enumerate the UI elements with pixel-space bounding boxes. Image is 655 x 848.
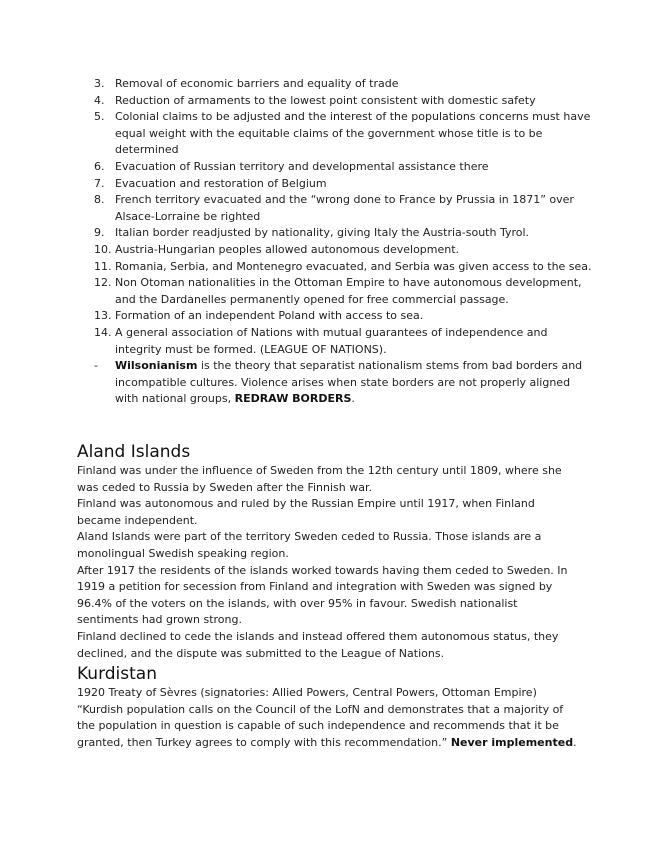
list-item-text: Evacuation and restoration of Belgium [115, 176, 327, 190]
list-item-text: Colonial claims to be adjusted and the interest of the populations concerns must have equal weight with the equitable claims of the government whose title is to be determined [115, 110, 591, 157]
list-marker: 11. [94, 259, 112, 273]
list-item [94, 259, 594, 276]
redraw-borders-emphasis: REDRAW BORDERS [234, 392, 352, 406]
list-item [94, 159, 594, 176]
list-item-text: Romania, Serbia, and Montenegro evacuated, and Serbia was given access to the sea. [115, 259, 592, 273]
list-marker: 10. [94, 242, 112, 256]
kurdistan-treaty: 1920 Treaty of Sèvres (signatories: Allied Powers, Central Powers, Ottoman Empire) [77, 686, 537, 699]
list-item [94, 109, 594, 159]
aland-islands-section [77, 439, 577, 662]
list-item-text: A general association of Nations with mutual guarantees of independence and integrity must be formed. (LEAGUE OF NATIONS). [115, 325, 548, 356]
list-marker: 8. [94, 193, 105, 207]
list-marker: 5. [94, 110, 105, 124]
aland-paragraph: Finland was under the influence of Sweden from the 12th century until 1809, where she was ceded to Russia by Sweden after the Finnish war. [77, 464, 562, 494]
wilsonianism-end: . [351, 392, 355, 406]
list-marker: 13. [94, 309, 112, 323]
aland-islands-heading: Aland Islands [77, 442, 191, 462]
list-marker: 3. [94, 77, 105, 90]
list-item [94, 192, 594, 225]
list-item-text: Removal of economic barriers and equality of trade [115, 77, 399, 90]
list-marker: 4. [94, 93, 105, 107]
list-item [94, 275, 594, 308]
fourteen-points-list [94, 76, 594, 408]
kurdistan-quote: “Kurdish population calls on the Council of the LofN and demonstrates that a majority of the population in question is capable of such independence and recommends that it be granted, then Turkey agrees to comply with this recommendation.” [77, 702, 564, 749]
list-marker: 12. [94, 276, 112, 290]
aland-paragraph: Aland Islands were part of the territory Sweden ceded to Russia. Those islands are a monolingual Swedish speaking region. [77, 530, 542, 560]
list-item-text: Non Otoman nationalities in the Ottoman Empire to have autonomous development, and the Dardanelles permanently opened for free commercial passage. [115, 276, 582, 306]
list-item [94, 93, 594, 110]
aland-paragraph: Finland was autonomous and ruled by the Russian Empire until 1917, when Finland became independent. [77, 497, 535, 527]
kurdistan-heading: Kurdistan [77, 664, 157, 684]
list-item-text: French territory evacuated and the “wrong done to France by Prussia in 1871” over Alsace-Lorraine be righted [115, 193, 574, 223]
list-item [94, 242, 594, 259]
kurdistan-quote-paragraph [77, 702, 577, 752]
wilsonianism-text: is the theory that separatist nationalism stems from bad borders and incompatible cultures. Violence arises when state borders are not properly aligned with national groups, [115, 359, 583, 406]
list-marker: 9. [94, 226, 105, 240]
list-item [94, 325, 594, 358]
list-item [94, 76, 594, 93]
list-item-text: Evacuation of Russian territory and developmental assistance there [115, 159, 489, 173]
list-marker: 14. [94, 325, 112, 339]
wilsonianism-term: Wilsonianism [115, 359, 198, 373]
list-item [94, 308, 594, 325]
kurdistan-section [77, 661, 577, 751]
list-item-text: Italian border readjusted by nationality, giving Italy the Austria-south Tyrol. [115, 226, 530, 240]
aland-paragraph: Finland declined to cede the islands and instead offered them autonomous status, they declined, and the dispute was submitted to the League of Nations. [77, 629, 559, 660]
list-item-text: Austria-Hungarian peoples allowed autonomous development. [115, 242, 460, 256]
list-marker: 6. [94, 159, 105, 173]
list-marker: 7. [94, 176, 105, 190]
list-item [94, 176, 594, 193]
bullet-marker: - [94, 359, 98, 373]
kurdistan-end: . [573, 735, 577, 749]
list-item-text: Formation of an independent Poland with access to sea. [115, 309, 424, 323]
list-item [94, 225, 594, 242]
list-item-text: Reduction of armaments to the lowest point consistent with domestic safety [115, 93, 536, 107]
aland-paragraph: After 1917 the residents of the islands worked towards having them ceded to Sweden. In 1919 a petition for secession from Finland and integration with Sweden was signed by 96.4% of the voters on the islands, with over 95% in favour. Swedish nationalist sentiments had grown strong. [77, 563, 568, 627]
never-implemented-emphasis: Never implemented [450, 735, 574, 749]
wilsonianism-item [94, 358, 594, 408]
